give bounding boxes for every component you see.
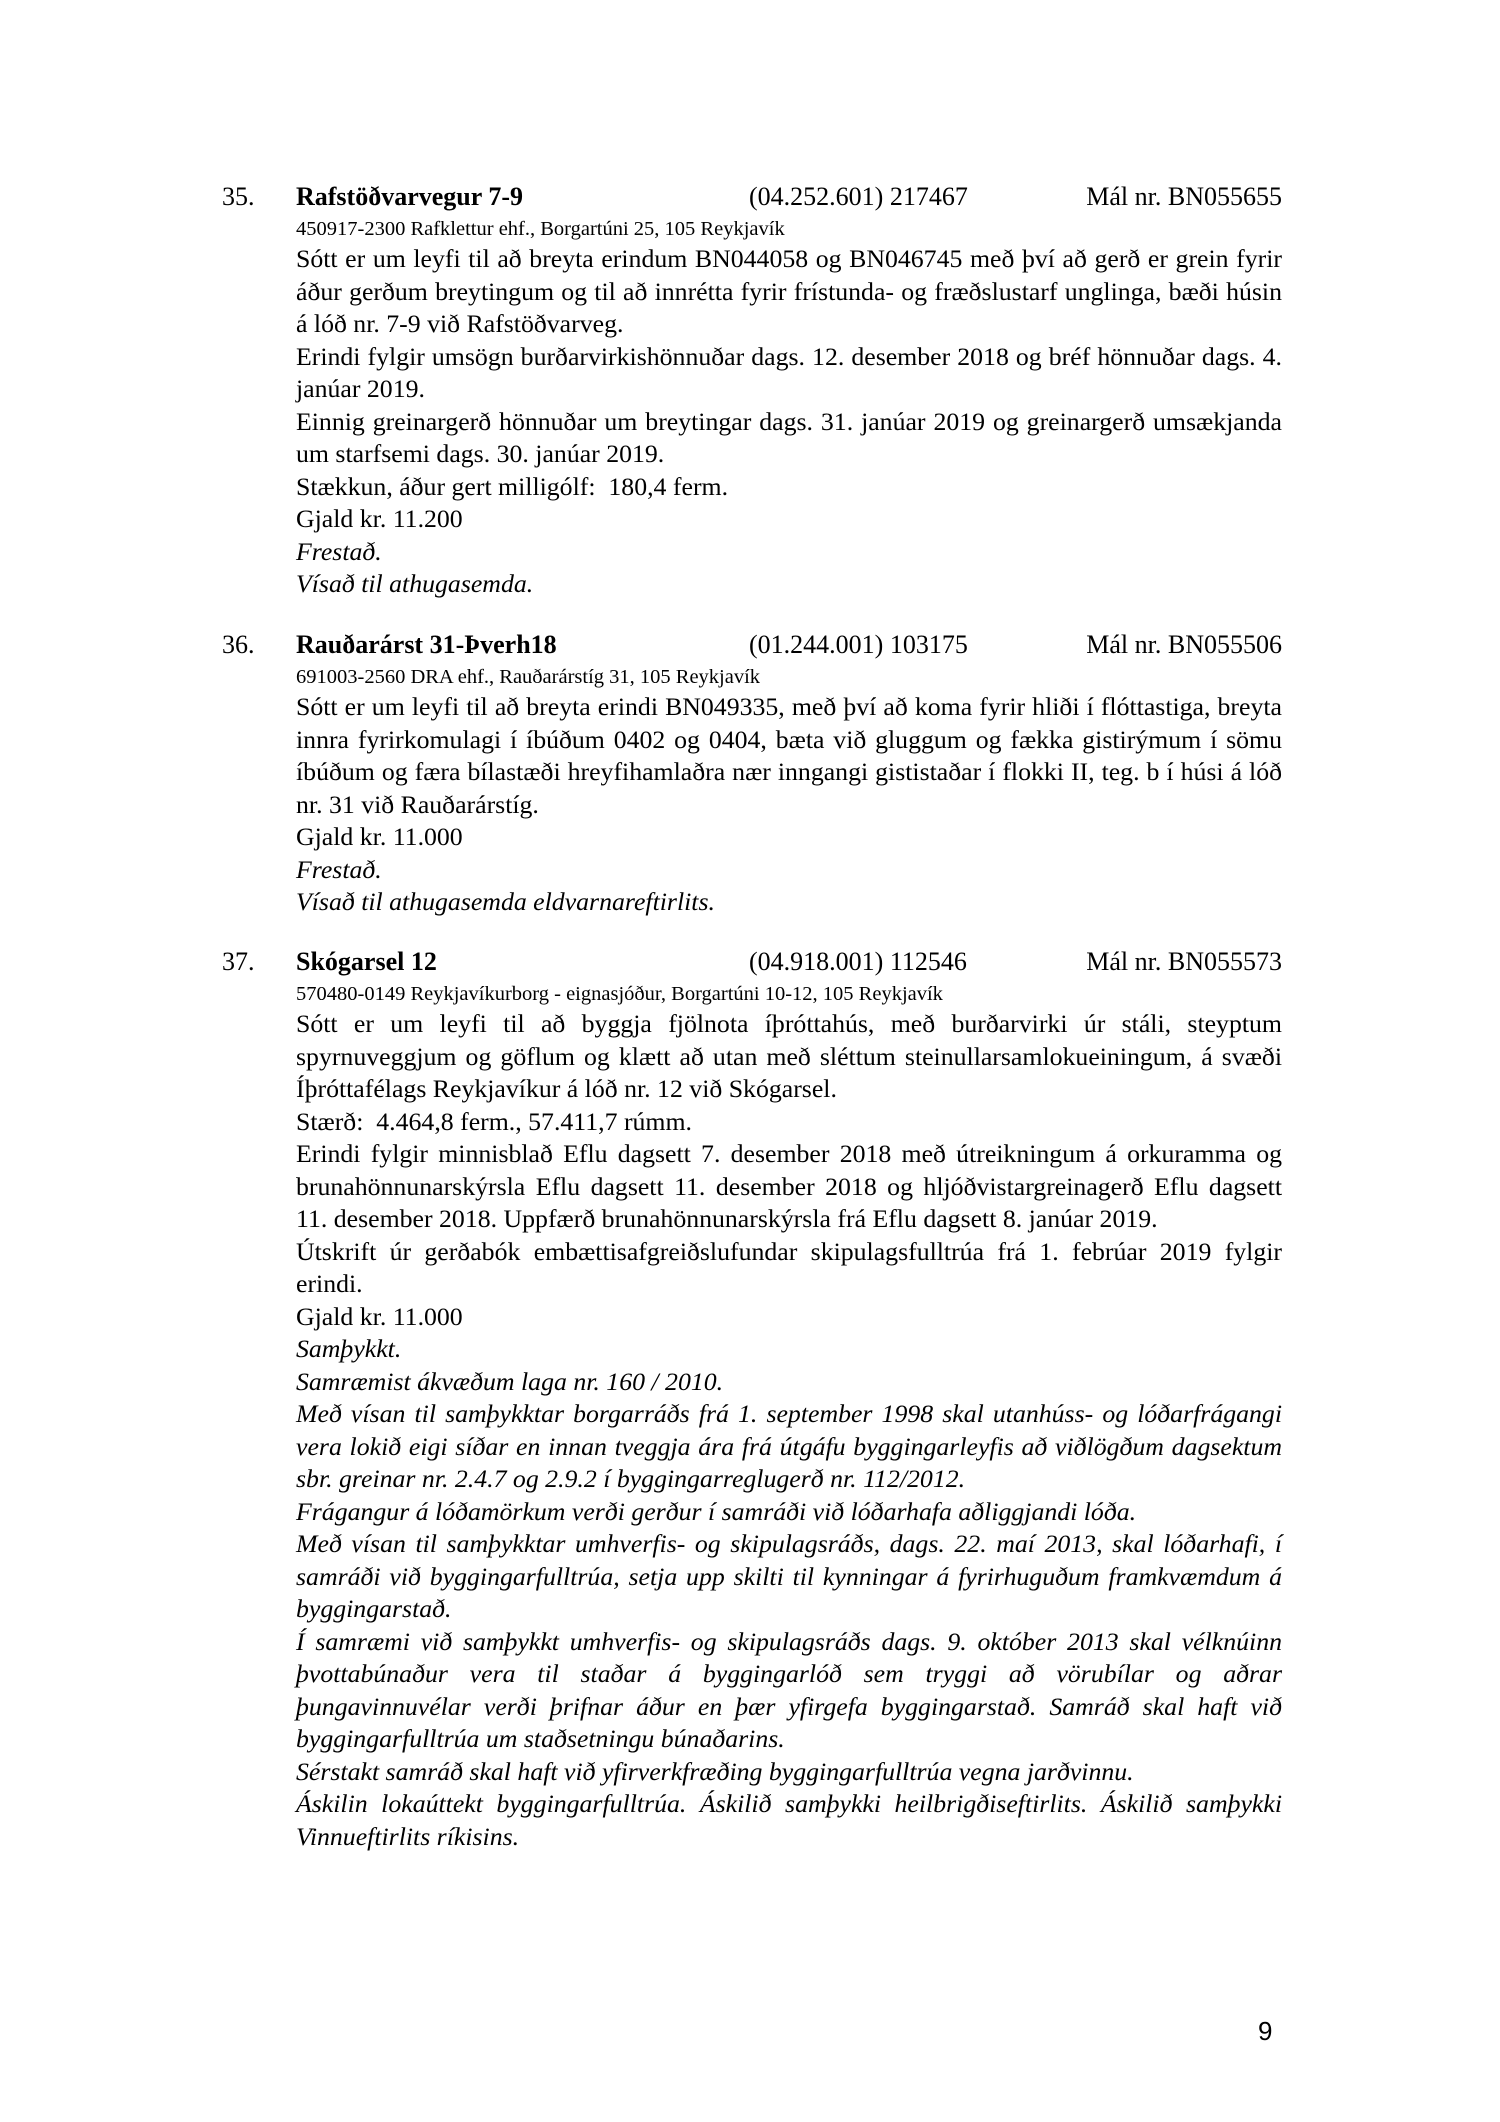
case-number: 37. [222, 947, 255, 976]
fee-line: Gjald kr. 11.000 [296, 822, 463, 851]
case-paragraph: Sótt er um leyfi til að byggja fjölnota íþróttahús, með burðarvirki úr stáli, steyptum spyrnuveggjum og göflum og klætt að utan með sléttum steinullarsamlokueiningum, á svæði Íþróttafélags Reykjavíkur á lóð nr. 12 við Skógarsel. [296, 1009, 1282, 1103]
case-body [296, 243, 1282, 601]
case-paragraph: Erindi fylgir umsögn burðarvirkishönnuðar dags. 12. desember 2018 og bréf hönnuðar dags. 4. janúar 2019. [296, 341, 1282, 403]
decision-line: Með vísan til samþykktar borgarráðs frá 1. september 1998 skal utanhúss- og lóðarfrágangi vera lokið eigi síðar en innan tveggja ára frá útgáfu byggingarleyfis að viðlögðum dagsektum sbr. greinar nr. 2.4.7 og 2.9.2 í byggingarreglugerð nr. 112/2012. [296, 1399, 1282, 1493]
case-body [296, 691, 1282, 919]
case-reference: (04.918.001) 112546 [749, 947, 967, 976]
case-paragraph: Sótt er um leyfi til að breyta erindum BN044058 og BN046745 með því að gerð er grein fyrir áður gerðum breytingum og til að innrétta fyrir frístunda- og fræðslustarf unglinga, bæði húsin á lóð nr. 7-9 við Rafstöðvarveg. [296, 244, 1282, 338]
applicant-line: 691003-2560 DRA ehf., Rauðarárstíg 31, 105 Reykjavík [296, 666, 761, 688]
case-item-37 [222, 943, 1282, 1853]
case-number: 36. [222, 630, 255, 659]
case-reference: (01.244.001) 103175 [749, 630, 968, 659]
applicant-line: 450917-2300 Rafklettur ehf., Borgartúni 25, 105 Reykjavík [296, 218, 785, 240]
decision-line: Áskilin lokaúttekt byggingarfulltrúa. Áskilið samþykki heilbrigðiseftirlits. Áskilið samþykki Vinnueftirlits ríkisins. [296, 1789, 1282, 1851]
applicant-line: 570480-0149 Reykjavíkurborg - eignasjóður, Borgartúni 10-12, 105 Reykjavík [296, 983, 943, 1005]
case-header [222, 943, 1282, 981]
decision-line: Samræmist ákvæðum laga nr. 160 / 2010. [296, 1366, 724, 1396]
decision-line: Frágangur á lóðamörkum verði gerður í samráði við lóðarhafa aðliggjandi lóða. [296, 1496, 1137, 1526]
page-number: 9 [1258, 2016, 1273, 2046]
case-paragraph: Stærð: 4.464,8 ferm., 57.411,7 rúmm. [296, 1106, 693, 1136]
decision-line: Sérstakt samráð skal haft við yfirverkfræðing byggingarfulltrúa vegna jarðvinnu. [296, 1756, 1134, 1786]
case-file-number: Mál nr. BN055573 [1086, 947, 1282, 976]
case-paragraph: Erindi fylgir minnisblað Eflu dagsett 7. desember 2018 með útreikningum á orkuramma og brunahönnunarskýrsla Eflu dagsett 11. desember 2018 og hljóðvistargreinagerð Eflu dagsett 11. desember 2018. Uppfærð brunahönnunarskýrsla frá Eflu dagsett 8. janúar 2019. [296, 1139, 1282, 1233]
case-paragraph: Stækkun, áður gert milligólf: 180,4 ferm. [296, 471, 729, 501]
case-item-36 [222, 626, 1282, 919]
case-file-number: Mál nr. BN055655 [1086, 182, 1282, 211]
case-paragraph: Útskrift úr gerðabók embættisafgreiðslufundar skipulagsfulltrúa frá 1. febrúar 2019 fylgir erindi. [296, 1236, 1282, 1298]
case-paragraph: Einnig greinargerð hönnuðar um breytingar dags. 31. janúar 2019 og greinargerð umsækjanda um starfsemi dags. 30. janúar 2019. [296, 406, 1282, 468]
decision-line: Með vísan til samþykktar umhverfis- og skipulagsráðs, dags. 22. maí 2013, skal lóðarhafi, í samráði við byggingarfulltrúa, setja upp skilti til kynningar á fyrirhuguðum framkvæmdum á byggingarstað. [296, 1529, 1282, 1623]
fee-line: Gjald kr. 11.200 [296, 504, 463, 533]
decision-line: Frestað. [296, 854, 382, 884]
fee-line: Gjald kr. 11.000 [296, 1301, 463, 1331]
case-title: Rafstöðvarvegur 7-9 [296, 182, 523, 211]
case-number: 35. [222, 182, 255, 211]
decision-line: Vísað til athugasemda. [296, 569, 534, 598]
case-header [222, 178, 1282, 216]
decision-line: Í samræmi við samþykkt umhverfis- og skipulagsráðs dags. 9. október 2013 skal vélknúinn þvottabúnaður vera til staðar á byggingarlóð sem tryggi að vörubílar og aðrar þungavinnuvélar verði þrifnar áður en þær yfirgefa byggingarstað. Samráð skal haft við byggingarfulltrúa um staðsetningu búnaðarins. [296, 1626, 1282, 1753]
decision-line: Frestað. [296, 536, 382, 566]
case-item-35 [222, 178, 1282, 601]
case-reference: (04.252.601) 217467 [749, 182, 968, 211]
case-file-number: Mál nr. BN055506 [1086, 630, 1282, 659]
decision-line: Samþykkt. [296, 1334, 402, 1363]
case-header [222, 626, 1282, 664]
case-title: Rauðarárst 31-Þverh18 [296, 630, 557, 659]
decision-line: Vísað til athugasemda eldvarnareftirlits. [296, 887, 715, 916]
case-body [296, 1008, 1282, 1853]
case-title: Skógarsel 12 [296, 947, 437, 976]
case-paragraph: Sótt er um leyfi til að breyta erindi BN049335, með því að koma fyrir hliði í flóttastiga, breyta innra fyrirkomulagi í íbúðum 0402 og 0404, bæta við gluggum og fækka gistirýmum í sömu íbúðum og færa bílastæði hreyfihamlaðra nær inngangi gististaðar í flokki II, teg. b í húsi á lóð nr. 31 við Rauðarárstíg. [296, 692, 1282, 819]
